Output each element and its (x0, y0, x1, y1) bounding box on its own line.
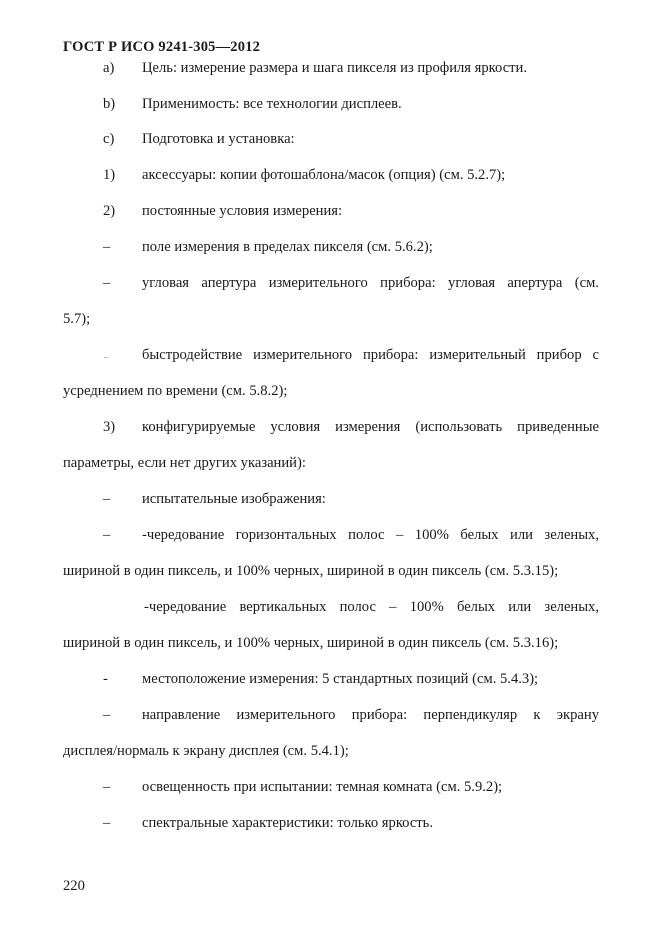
dash-item-response-speed: быстродействие измерительного прибора: измерительный прибор с (142, 347, 599, 363)
item-vertical-stripes: -чередование вертикальных полос – 100% белых или зеленых, (144, 599, 599, 615)
list-item-text-c: Подготовка и установка: (142, 131, 295, 147)
list-marker-c: c) (103, 131, 115, 147)
dash-marker-illuminance: – (103, 779, 111, 795)
list-item-text-a: Цель: измерение размера и шага пикселя из профиля яркости. (142, 60, 528, 76)
dash-item-angular-aperture: угловая апертура измерительного прибора: угловая апертура (см. (142, 275, 599, 291)
dash-item-response-speed-cont: усреднением по времени (см. 5.8.2); (63, 383, 288, 399)
list-marker-a: a) (103, 60, 115, 76)
dash-marker-horizontal-stripes: – (103, 527, 111, 543)
dash-item-illuminance: освещенность при испытании: темная комната (см. 5.9.2); (142, 779, 503, 795)
list-item-text-b: Применимость: все технологии дисплеев. (142, 96, 402, 112)
dash-item-test-images: испытательные изображения: (142, 491, 326, 507)
dash-item-instrument-direction-cont: дисплея/нормаль к экрану дисплея (см. 5.4.1); (63, 743, 349, 759)
list-item-text-2: постоянные условия измерения: (142, 203, 343, 219)
dash-marker-spectral: – (103, 815, 111, 831)
list-marker-1: 1) (103, 167, 116, 183)
list-item-text-1: аксессуары: копии фотошаблона/масок (опция) (см. 5.2.7); (142, 167, 506, 183)
list-item-text-3: конфигурируемые условия измерения (использовать приведенные (142, 419, 599, 435)
dash-item-measurement-location: местоположение измерения: 5 стандартных позиций (см. 5.4.3); (142, 671, 539, 687)
dash-marker-response-speed: – (104, 352, 109, 362)
item-vertical-stripes-cont: шириной в один пиксель, и 100% черных, шириной в один пиксель (см. 5.3.16); (63, 635, 559, 651)
dash-marker-measurement-field: – (103, 239, 111, 255)
document-standard-header: ГОСТ Р ИСО 9241-305—2012 (63, 39, 261, 55)
dash-marker-angular-aperture: – (103, 275, 111, 291)
dash-item-measurement-field: поле измерения в пределах пикселя (см. 5.6.2); (142, 239, 433, 255)
list-marker-3: 3) (103, 419, 116, 435)
dash-marker-measurement-location: - (103, 671, 108, 687)
list-marker-b: b) (103, 96, 116, 112)
page-number: 220 (63, 878, 85, 894)
dash-item-instrument-direction: направление измерительного прибора: перпендикуляр к экрану (142, 707, 599, 723)
dash-item-horizontal-stripes: -чередование горизонтальных полос – 100% белых или зеленых, (142, 527, 599, 543)
list-item-text-3-cont: параметры, если нет других указаний): (63, 455, 306, 471)
dash-marker-instrument-direction: – (103, 707, 111, 723)
list-marker-2: 2) (103, 203, 116, 219)
dash-item-angular-aperture-cont: 5.7); (63, 311, 91, 327)
dash-marker-test-images: – (103, 491, 111, 507)
dash-item-spectral: спектральные характеристики: только яркость. (142, 815, 433, 831)
dash-item-horizontal-stripes-cont: шириной в один пиксель, и 100% черных, шириной в один пиксель (см. 5.3.15); (63, 563, 559, 579)
